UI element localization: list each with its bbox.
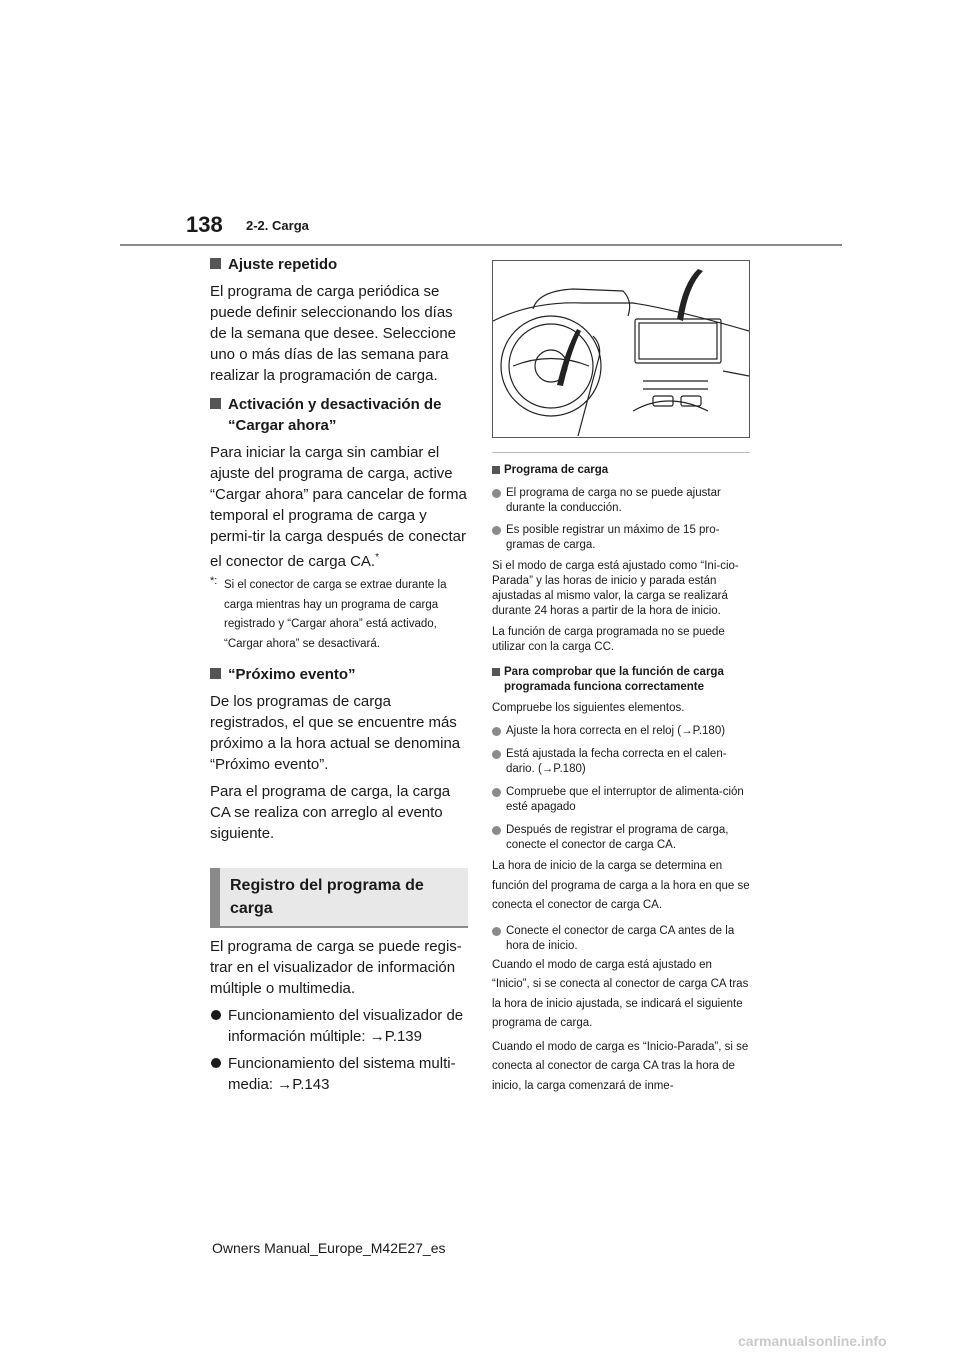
heading-cargar-ahora: Activación y desactivación de “Cargar ahora”: [210, 394, 468, 436]
bullet-icon: [492, 826, 501, 835]
left-column: [210, 254, 468, 1095]
paragraph: De los programas de carga registrados, el que se encuentre más próximo a la hora actual se denomina “Próximo evento”.: [210, 693, 461, 773]
paragraph: Cuando el modo de carga es “Inicio-Parada”, si se conecta al conector de carga CA tras la hora de inicio, la carga comenzará de inme-: [492, 1040, 749, 1092]
list-item: Compruebe que el interruptor de alimenta-ción esté apagado: [492, 785, 750, 815]
bullet-icon: [492, 727, 501, 736]
list-item: El programa de carga no se puede ajustar durante la conducción.: [492, 486, 750, 516]
heading-ajuste-repetido: Ajuste repetido: [210, 254, 468, 275]
paragraph: El programa de carga periódica se puede definir seleccionando los días de la semana que desee. Seleccione uno o más días de las semana para realizar la programación de carga.: [210, 283, 457, 384]
list-item: Conecte el conector de carga CA antes de la hora de inicio.: [492, 924, 750, 954]
figure-rule: [492, 452, 750, 453]
dashboard-illustration: [492, 260, 750, 438]
heading-comprobar: Para comprobar que la función de carga programada funciona correctamente: [492, 665, 750, 695]
paragraph: Para iniciar la carga sin cambiar el ajuste del programa de carga, active “Cargar ahora” para cancelar de forma temporal el programa de carga y permi-tir la carga después de conectar el conector de carga CA.*: [210, 444, 467, 570]
bullet-icon: [211, 1010, 221, 1020]
bullet-icon: [492, 927, 501, 936]
square-bullet-icon: [210, 258, 221, 269]
list-item: Después de registrar el programa de carga, conecte el conector de carga CA.: [492, 823, 750, 853]
section-heading-box: Registro del programa de carga: [210, 868, 468, 928]
paragraph: El programa de carga se puede regis-trar en el visualizador de información múltiple o multimedia.: [210, 938, 462, 997]
bullet-icon: [211, 1058, 221, 1068]
bullet-icon: [492, 526, 501, 535]
bullet-icon: [492, 788, 501, 797]
list-item: Funcionamiento del sistema multi-media: →P.143: [210, 1053, 468, 1095]
heading-proximo-evento: “Próximo evento”: [210, 664, 468, 685]
list-item: Ajuste la hora correcta en el reloj (→P.180): [492, 724, 750, 739]
list-item: Está ajustada la fecha correcta en el calen-dario. (→P.180): [492, 747, 750, 777]
paragraph: Cuando el modo de carga está ajustado en “Inicio”, si se conecta al conector de carga CA tras la hora de inicio ajustada, se indicará el siguiente programa de carga.: [492, 958, 749, 1029]
footnote: *: Si el conector de carga se extrae durante la carga mientras hay un programa de carga registrado y “Cargar ahora” está activado, “Cargar ahora” se desactivará.: [210, 575, 447, 650]
heading-programa-de-carga: Programa de carga: [492, 463, 750, 478]
paragraph: La hora de inicio de la carga se determina en función del programa de carga a la hora en que se conecta el conector de carga CA.: [492, 860, 750, 911]
footer-text: Owners Manual_Europe_M42E27_es: [212, 1240, 446, 1256]
square-bullet-icon: [492, 668, 500, 676]
footnote-marker: *: [375, 552, 379, 563]
paragraph: Compruebe los siguientes elementos.: [492, 702, 685, 714]
square-bullet-icon: [210, 668, 221, 679]
list-item: Es posible registrar un máximo de 15 pro-gramas de carga.: [492, 523, 750, 553]
right-column: [492, 260, 750, 1096]
header-rule: [120, 244, 842, 246]
page-number: 138: [186, 212, 223, 237]
dashboard-drawing: [493, 261, 749, 437]
paragraph: La función de carga programada no se puede utilizar con la carga CC.: [492, 626, 725, 653]
bullet-icon: [492, 750, 501, 759]
bullet-icon: [492, 489, 501, 498]
list-item: Funcionamiento del visualizador de información múltiple: →P.139: [210, 1005, 468, 1047]
paragraph: Si el modo de carga está ajustado como “Ini-cio-Parada” y las horas de inicio y parada están ajustadas al mismo valor, la carga se realizará durante 24 horas a partir de la hora de inicio.: [492, 560, 739, 617]
paragraph: Para el programa de carga, la carga CA se realiza con arreglo al evento siguiente.: [210, 783, 451, 842]
section-title: 2-2. Carga: [246, 218, 309, 233]
watermark: carmanualsonline.info: [738, 1333, 887, 1349]
square-bullet-icon: [210, 398, 221, 409]
square-bullet-icon: [492, 466, 500, 474]
